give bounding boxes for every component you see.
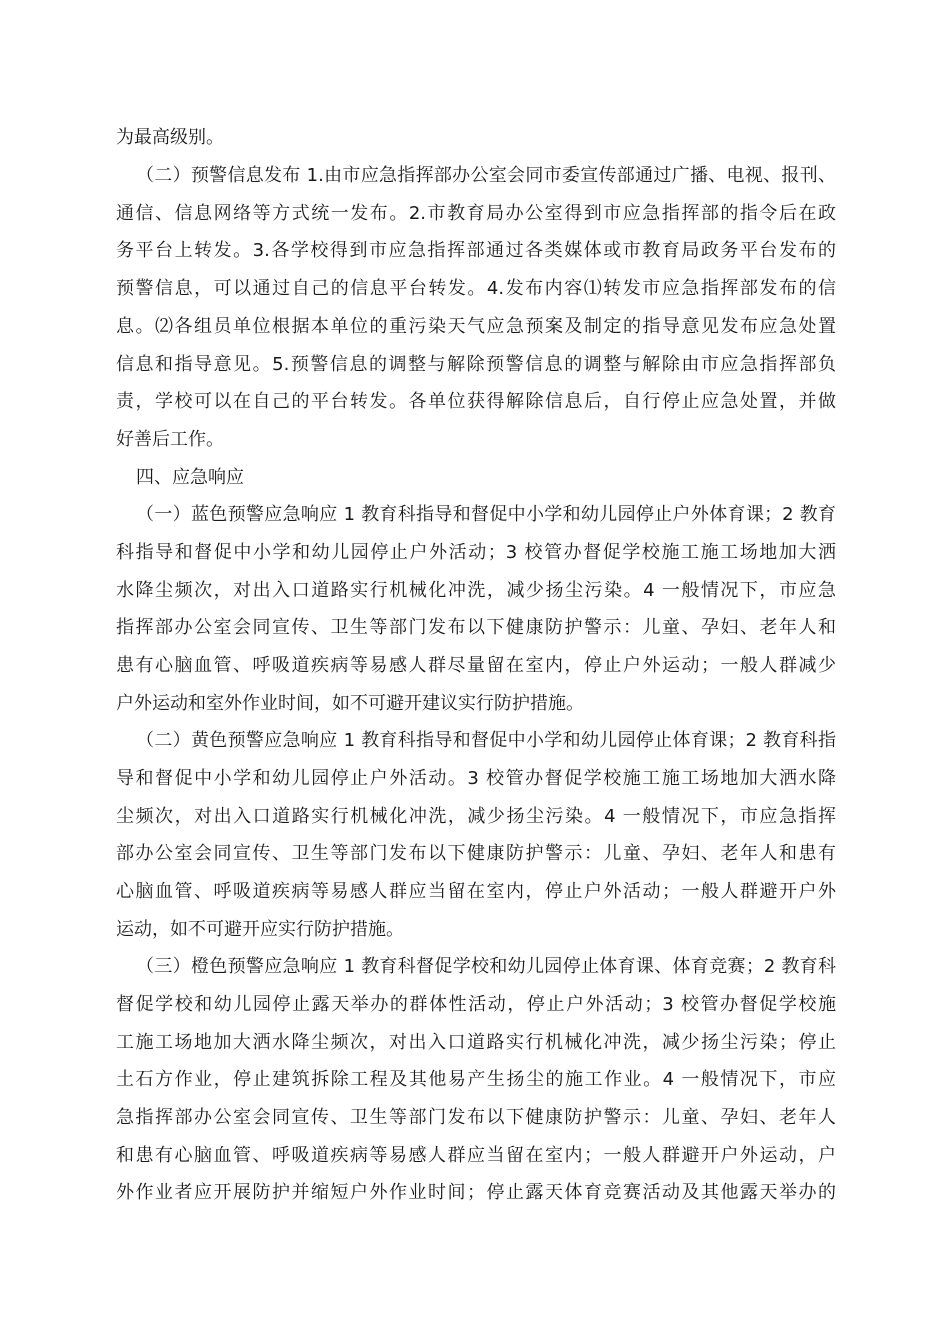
text-line: 心脑血管、呼吸道疾病等易感人群应当留在室内，停止户外活动；一般人群避开户外: [116, 881, 836, 902]
paragraph-line: （一）蓝色预警应急响应 1 教育科指导和督促中小学和幼儿园停止户外体育课；2 教育: [136, 504, 836, 525]
text-line: 急指挥部办公室会同宣传、卫生等部门发布以下健康防护警示：儿童、孕妇、老年人: [116, 1107, 836, 1128]
paragraph-line: （二）黄色预警应急响应 1 教育科指导和督促中小学和幼儿园停止体育课；2 教育科指: [136, 730, 836, 751]
text-line: 运动，如不可避开应实行防护措施。: [116, 919, 404, 940]
paragraph-line: （二）预警信息发布 1.由市应急指挥部办公室会同市委宣传部通过广播、电视、报刊、: [136, 165, 836, 186]
text-line: 通信、信息网络等方式统一发布。2.市教育局办公室得到市应急指挥部的指令后在政: [116, 203, 836, 224]
text-line: 为最高级别。: [116, 127, 224, 148]
text-line: 科指导和督促中小学和幼儿园停止户外活动；3 校管办督促学校施工施工场地加大洒: [116, 542, 836, 563]
text-line: 户外运动和室外作业时间，如不可避开建议实行防护措施。: [116, 693, 584, 714]
text-line: 土石方作业，停止建筑拆除工程及其他易产生扬尘的施工作业。4 一般情况下，市应: [116, 1069, 836, 1090]
text-line: 导和督促中小学和幼儿园停止户外活动。3 校管办督促学校施工施工场地加大洒水降: [116, 768, 836, 789]
text-line: 信息和指导意见。5.预警信息的调整与解除预警信息的调整与解除由市应急指挥部负: [116, 354, 836, 375]
text-line: 务平台上转发。3.各学校得到市应急指挥部通过各类媒体或市教育局政务平台发布的: [116, 240, 836, 261]
text-line: 好善后工作。: [116, 429, 224, 450]
section-heading: 四、应急响应: [136, 467, 244, 488]
text-line: 工施工场地加大洒水降尘频次，对出入口道路实行机械化冲洗，减少扬尘污染；停止: [116, 1032, 836, 1053]
text-line: 息。⑵各组员单位根据本单位的重污染天气应急预案及制定的指导意见发布应急处置: [116, 316, 836, 337]
text-line: 预警信息，可以通过自己的信息平台转发。4.发布内容⑴转发市应急指挥部发布的信: [116, 278, 836, 299]
text-line: 指挥部办公室会同宣传、卫生等部门发布以下健康防护警示：儿童、孕妇、老年人和: [116, 617, 836, 638]
paragraph-line: （三）橙色预警应急响应 1 教育科督促学校和幼儿园停止体育课、体育竞赛；2 教育科: [136, 956, 836, 977]
text-line: 患有心脑血管、呼吸道疾病等易感人群尽量留在室内，停止户外运动；一般人群减少: [116, 655, 836, 676]
text-line: 部办公室会同宣传、卫生等部门发布以下健康防护警示：儿童、孕妇、老年人和患有: [116, 843, 836, 864]
text-line: 外作业者应开展防护并缩短户外作业时间；停止露天体育竞赛活动及其他露天举办的: [116, 1182, 836, 1203]
text-line: 水降尘频次，对出入口道路实行机械化冲洗，减少扬尘污染。4 一般情况下，市应急: [116, 580, 836, 601]
text-line: 尘频次，对出入口道路实行机械化冲洗，减少扬尘污染。4 一般情况下，市应急指挥: [116, 806, 836, 827]
text-line: 责，学校可以在自己的平台转发。各单位获得解除信息后，自行停止应急处置，并做: [116, 391, 836, 412]
text-line: 督促学校和幼儿园停止露天举办的群体性活动，停止户外活动；3 校管办督促学校施: [116, 994, 836, 1015]
text-line: 和患有心脑血管、呼吸道疾病等易感人群应当留在室内；一般人群避开户外运动，户: [116, 1145, 836, 1166]
